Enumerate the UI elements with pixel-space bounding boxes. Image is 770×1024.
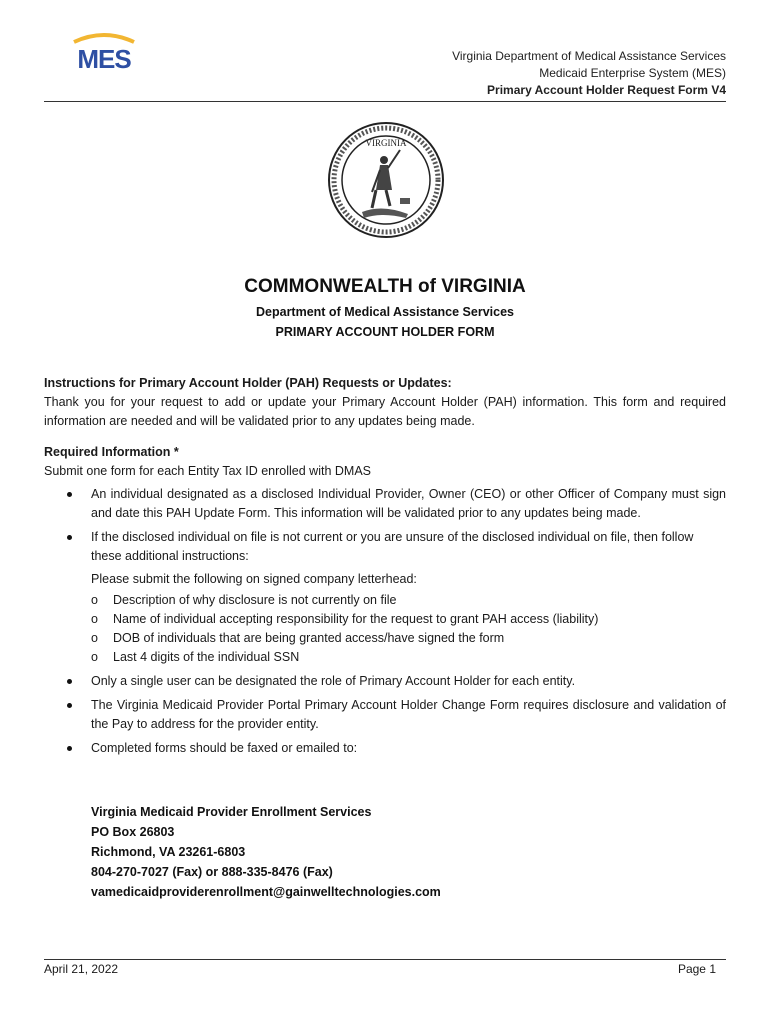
required-heading: Required Information *	[44, 445, 179, 459]
list-item: Completed forms should be faxed or emailed to:	[44, 739, 726, 758]
address-city: Richmond, VA 23261-6803	[91, 845, 246, 859]
document-header	[452, 48, 726, 99]
letterhead-items	[91, 591, 726, 667]
instructions-heading: Instructions for Primary Account Holder (PAH) Requests or Updates:	[44, 376, 452, 390]
header-divider	[44, 101, 726, 102]
circle-bullet-icon: o	[91, 593, 98, 607]
list-item: o Description of why disclosure is not currently on file	[91, 591, 726, 610]
document-title: COMMONWEALTH of VIRGINIA	[244, 276, 526, 297]
list-item: o DOB of individuals that are being granted access/have signed the form	[91, 629, 726, 648]
instructions-text: Thank you for your request to add or update your Primary Account Holder (PAH) information. This form and required information are needed and will be validated prior to any updates being made.	[44, 395, 726, 428]
list-item: An individual designated as a disclosed Individual Provider, Owner (CEO) or other Officer of Company must sign and date this PAH Update Form. This information will be validated prior to any updates being made.	[44, 485, 726, 523]
circle-bullet-icon: o	[91, 650, 98, 664]
footer-date: April 21, 2022	[44, 962, 119, 976]
bullet-icon	[67, 703, 72, 708]
header-org: Virginia Department of Medical Assistance Services	[452, 49, 726, 63]
header-form-title: Primary Account Holder Request Form V4	[487, 83, 726, 97]
address-po-box: PO Box 26803	[91, 825, 175, 839]
bullet-icon	[67, 535, 72, 540]
required-intro: Submit one form for each Entity Tax ID enrolled with DMAS	[44, 464, 371, 478]
department-subtitle: Department of Medical Assistance Services	[256, 305, 514, 319]
list-item: Only a single user can be designated the role of Primary Account Holder for each entity.	[44, 672, 726, 691]
mailing-address	[91, 802, 441, 902]
list-item: o Name of individual accepting responsibility for the request to grant PAH access (liability)	[91, 610, 726, 629]
list-item: The Virginia Medicaid Provider Portal Primary Account Holder Change Form requires disclosure and validation of the Pay to address for the provider entity.	[44, 696, 726, 734]
form-subtitle: PRIMARY ACCOUNT HOLDER FORM	[275, 325, 495, 339]
page-number: Page 1	[677, 962, 716, 976]
requirements-list	[44, 485, 726, 758]
address-fax: 804-270-7027 (Fax) or 888-335-8476 (Fax)	[91, 865, 333, 879]
address-org: Virginia Medicaid Provider Enrollment Services	[91, 805, 372, 819]
footer-divider	[44, 959, 726, 960]
bullet-icon	[67, 746, 72, 751]
document-body	[44, 374, 726, 763]
logo-text: MES	[77, 44, 131, 72]
mes-logo	[68, 32, 140, 72]
list-item: If the disclosed individual on file is not current or you are unsure of the disclosed individual on file, then follow these additional instructions: Please submit the following on signed company letterhead: o Description of why disclosure is not currently on file o Name of individual accepting responsibility for the request to grant PAH access (liability) o DOB of individuals that are being granted access/have signed the form o Last 4 digits of the individual SSN	[44, 528, 726, 667]
circle-bullet-icon: o	[91, 631, 98, 645]
virginia-seal	[326, 120, 446, 240]
header-system: Medicaid Enterprise System (MES)	[539, 66, 726, 80]
circle-bullet-icon: o	[91, 612, 98, 626]
bullet-icon	[67, 679, 72, 684]
letterhead-intro: Please submit the following on signed company letterhead:	[91, 572, 417, 586]
seal-text: VIRGINIA	[365, 138, 407, 148]
list-item: o Last 4 digits of the individual SSN	[91, 648, 726, 667]
address-email: vamedicaidproviderenrollment@gainwelltechnologies.com	[91, 885, 441, 899]
bullet-icon	[67, 492, 72, 497]
